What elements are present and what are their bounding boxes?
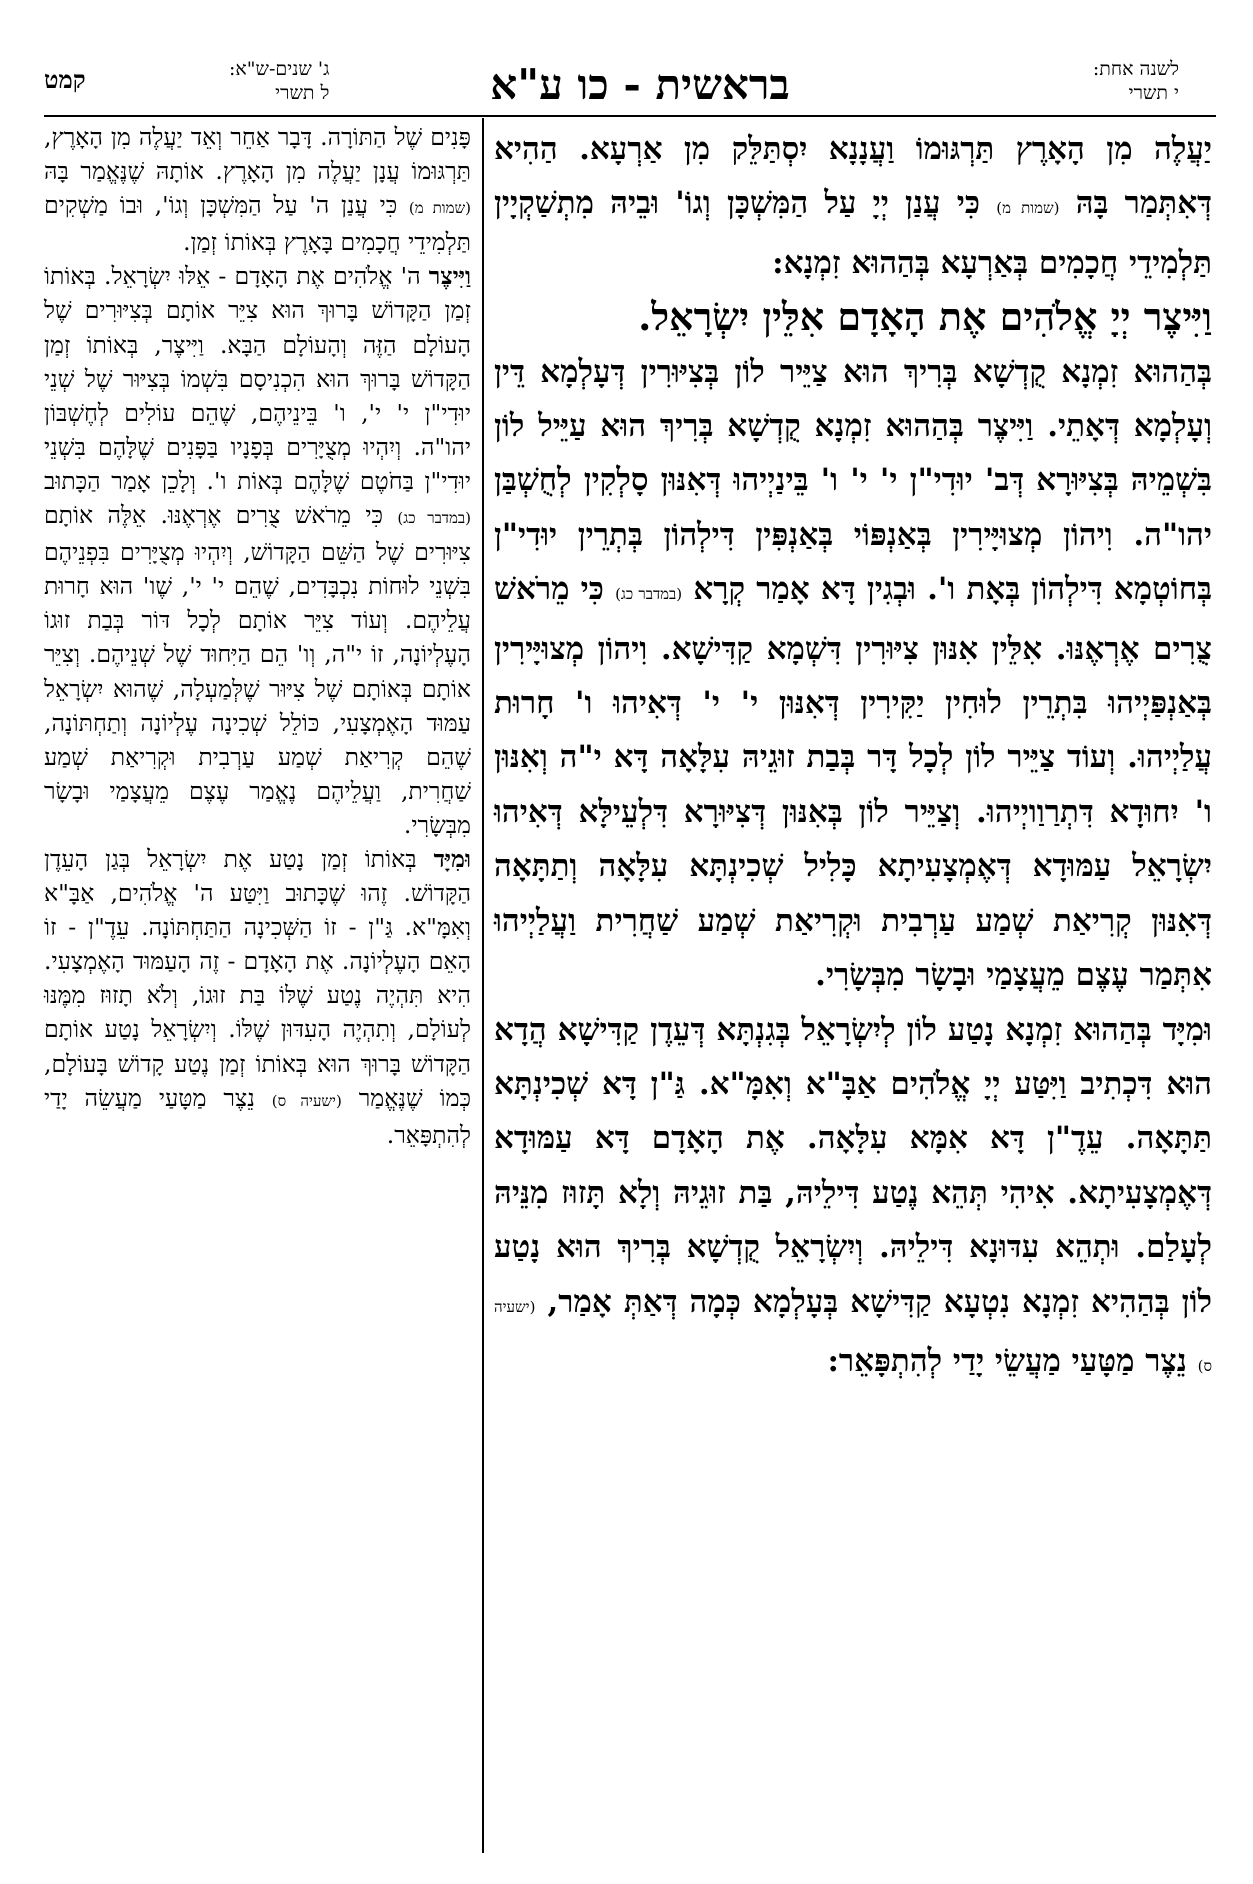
header-study-schedule-three-year xyxy=(229,57,329,105)
main-p4-citation: (ישעיה ס) xyxy=(494,1297,1212,1375)
side-paragraph-3 xyxy=(44,842,471,1152)
main-aramaic-column xyxy=(494,122,1212,1393)
main-p1-text-cont: כִּי עֲנַן יְיָ עַל הַמִּשְׁכָּן וְגוֹ' וּבֵיהּ מִתְשַׁקְיָין תַּלְמִידֵי חֲכָמִים בְּאַרְעָא בְּהַהוּא זִמְנָא: xyxy=(494,185,1212,281)
side-s2-heading-word: וַיִּיצֶר xyxy=(428,262,471,291)
side-s2-text: ה' אֱלֹהִים אֶת הָאָדָם - אֵלּוּ יִשְׂרָאֵל. בְּאוֹתוֹ זְמַן הַקָּדוֹשׁ בָּרוּךְ הוּא צִיֵּר אוֹתָם בְּצִיּוּרִים שֶׁל הָעוֹלָם הַזֶּה וְהָעוֹלָם הַבָּא. וַיִּיצֶר, בְּאוֹתוֹ זְמַן הַקָּדוֹשׁ בָּרוּךְ הוּא הִכְנִיסָם בִּשְׁמוֹ בְּצִיּוּר שֶׁל שְׁנֵי יוּדִי"ן י' י', ו' בֵּינֵיהֶם, שֶׁהֵם עוֹלִים לְחֶשְׁבּוֹן יהו"ה. וְיִהְיוּ מְצֻיָּרִים בְּפָנָיו בַּפָּנִים שֶׁלָּהֶם בִּשְׁנֵי יוּדִי"ן בַּחֹטֶם שֶׁלָּהֶם בְּאוֹת ו'. וְלָכֵן אָמַר הַכָּתוּב xyxy=(44,262,471,495)
side-s2-citation: (במדבר כג) xyxy=(397,509,471,528)
main-paragraph-3 xyxy=(494,345,1212,1003)
hebrew-translation-column xyxy=(44,120,471,1152)
side-s3-text: בְּאוֹתוֹ זְמַן נָטַע אֶת יִשְׂרָאֵל בְּגַן הָעֵדֶן הַקָּדוֹשׁ. זֶהוּ שֶׁכָּתוּב וַיִּטַּע ה' אֱלֹהִים, אַבָּ"א וְאִמָּ"א. גַּ"ן - זוֹ הַשְּׁכִינָה הַתַּחְתּוֹנָה. עֵדֶ"ן - זוֹ הָאֵם הָעֶלְיוֹנָה. אֶת הָאָדָם - זֶה הָעַמּוּד הָאֶמְצָעִי. הִיא תִּהְיֶה נֶטַע שֶׁלּוֹ בַּת זוּגוֹ, וְלֹא תָזוּז מִמֶּנּוּ לְעוֹלָם, וְתִהְיֶה הָעִדּוּן שֶׁלּוֹ. וְיִשְׂרָאֵל נָטַע אוֹתָם הַקָּדוֹשׁ בָּרוּךְ הוּא בְּאוֹתוֹ זְמַן נֶטַע קָדוֹשׁ בָּעוֹלָם, כְּמוֹ שֶׁנֶּאֱמַר xyxy=(44,844,471,1112)
main-p4-text-cont: נֵצֶר מַטָּעַי מַעֲשֵׂי יָדַי לְהִתְפָּאֵר: xyxy=(827,1342,1187,1379)
column-divider xyxy=(482,118,484,1853)
header-three-year-date: ל תשרי xyxy=(275,82,330,104)
main-p4-text: וּמִיָּד בְּהַהוּא זִמְנָא נָטַע לוֹן לְיִשְׂרָאֵל בְּגִנְתָּא דְּעֵדֶן קַדִּישָׁא הֲדָא הוּא דִּכְתִיב וַיִּטַּע יְיָ אֱלֹהִים אַבָּ"א וְאִמָּ"א. גַּ"ן דָּא שְׁכִינְתָּא תַּתָּאָה. עֵדֶ"ן דָּא אִמָּא עִלָּאָה. אֶת הָאָדָם דָּא עַמּוּדָא דְּאֶמְצָעִיתָא. אִיהִי תְּהֵא נֶטַע דִּילֵיהּ, בַּת זוּגֵיהּ וְלָא תָּזוּז מִנֵּיהּ לְעָלַם. וּתְהֵא עִדּוּנָא דִּילֵיהּ. וְיִשְׂרָאֵל קֻדְשָׁא בְּרִיךְ הוּא נָטַע לוֹן בְּהַהִיא זִמְנָא נִטְעָא קַדִּישָׁא בְּעָלְמָא כְּמָה דְּאַתְּ אָמַר, xyxy=(494,1011,1212,1320)
main-paragraph-1 xyxy=(494,122,1212,290)
main-p3-text: בְּהַהוּא זִמְנָא קֻדְשָׁא בְּרִיךְ הוּא צַיֵּיר לוֹן בְּצִיּוּרִין דְּעָלְמָא דֵּין וְעָלְמָא דְּאָתֵי. וַיִּיצֶר בְּהַהוּא זִמְנָא קֻדְשָׁא בְּרִיךְ הוּא עַיֵּיל לוֹן בִּשְׁמֵיהּ בְּצִיּוּרָא דְּב' יוּדִי"ן י' י' ו' בֵּינַיְיהוּ דְּאִנּוּן סָלְקִין לְחֻשְׁבַּן יהו"ה. וִיהוֹן מְצוּיָּירִין בְּאַנְפּוֹי בְּאַנְפִּין דִּילְהוֹן בְּתְרֵין יוּדִי"ן בְּחוֹטְמָא דִּילְהוֹן בְּאָת ו'. וּבְגִין דָּא אָמַר קְרָא xyxy=(494,353,1213,608)
page-header xyxy=(0,55,1253,117)
side-paragraph-2 xyxy=(44,259,471,842)
page-number: קמט xyxy=(44,65,86,94)
main-p1-text: יַעֲלֶה מִן הָאָרֶץ תַּרְגּוּמוֹ וַעֲנָנָא יִסְתַּלֵּק מִן אַרְעָא. הַהִיא דְּאִתְּמַר בָּהּ xyxy=(494,131,1213,222)
side-s3-citation: (ישעיה ס) xyxy=(271,1091,342,1110)
main-p1-citation: (שמות מ) xyxy=(996,199,1060,218)
header-study-schedule-one-year xyxy=(1093,57,1179,105)
header-three-year-label: ג' שנים-ש"א: xyxy=(229,58,330,80)
main-p2-text: וַיִּיצֶר יְיָ אֱלֹהִים אֶת הָאָדָם אִלֵּין יִשְׂרָאֵל. xyxy=(638,294,1212,340)
side-s1-citation: (שמות מ) xyxy=(408,199,471,218)
side-s2-text-cont: כִּי מֵרֹאשׁ צֻרִים אֶרְאֶנּוּ. אֵלֶּה אוֹתָם צִיּוּרִים שֶׁל הַשֵּׁם הַקָּדוֹשׁ, וְיִהְיוּ מְצֻיָּרִים בִּפְנֵיהֶם בִּשְׁנֵי לוּחוֹת נִכְבָּדִים, שֶׁהֵם י' י', שֶׁו' הוּא חָרוּת עֲלֵיהֶם. וְעוֹד צִיֵּר אוֹתָם לְכָל דּוֹר בְּבַת זוּגוֹ הָעֶלְיוֹנָה, זוֹ י"ה, וְו' הֵם הַיִּחוּד שֶׁל שְׁנֵיהֶם. וְצִיֵּר אוֹתָם בְּאוֹתָם שֶׁל צִיּוּר שֶׁלְּמַעְלָה, שֶׁהוּא יִשְׂרָאֵל עַמּוּד הָאֶמְצָעִי, כּוֹלֵל שְׁכִינָה עֶלְיוֹנָה וְתַחְתּוֹנָה, שֶׁהֵם קְרִיאַת שְׁמַע עַרְבִית וּקְרִיאַת שְׁמַע שַׁחֲרִית, וַעֲלֵיהֶם נֶאֱמַר עֶצֶם מֵעֲצָמַי וּבָשָׂר מִבְּשָׂרִי. xyxy=(44,501,471,839)
side-s1-text-cont: כִּי עֲנַן ה' עַל הַמִּשְׁכָּן וְגוֹ', וּבוֹ מַשְׁקִים תַּלְמִידֵי חֲכָמִים בָּאָרֶץ בְּאוֹתוֹ זְמַן. xyxy=(44,191,471,257)
side-s3-heading-word: וּמִיָּד xyxy=(433,844,471,873)
header-one-year-date: י תשרי xyxy=(1128,82,1179,104)
main-paragraph-2-verse xyxy=(494,290,1212,344)
main-p3-text-cont: כִּי מֵרֹאשׁ צֻרִים אֶרְאֶנּוּ. אִלֵּין אִנּוּן צִיּוּרִין דִּשְׁמָא קַדִּישָׁא. וִיהוֹן מְצוּיָּירִין בְּאַנְפַּיְיהוּ בִּתְרֵין לוּחִין יַקִּירִין דְּאִנּוּן י' י' דְּאִיהוּ ו' חָרוּת עֲלַיְיהוּ. וְעוֹד צַיֵּיר לוֹן לְכָל דָּר בְּבַת זוּגֵיהּ עִלָּאָה דָּא י"ה וְאִנּוּן ו' יִחוּדָא דִּתְרַוַויְיהוּ. וְצַיֵּיר לוֹן בְּאִנּוּן דְּצִיּוּרָא דִּלְעֵילָּא דְּאִיהוּ יִשְׂרָאֵל עַמּוּדָא דְּאֶמְצָעִיתָא כָּלִיל שְׁכִינְתָּא עִלָּאָה וְתַתָּאָה דְּאִנּוּן קְרִיאַת שְׁמַע עַרְבִית וּקְרִיאַת שְׁמַע שַׁחֲרִית וַעֲלַיְיהוּ אִתְּמַר עֶצֶם מֵעֲצָמַי וּבָשָׂר מִבְּשָׂרִי. xyxy=(494,571,1212,994)
side-s3-text-cont: נֵצֶר מַטָּעַי מַעֲשֵׂה יָדַי לְהִתְפָּאֵר. xyxy=(44,1083,471,1149)
main-p3-citation: (במדבר כג) xyxy=(615,585,683,604)
header-rule xyxy=(44,115,1216,117)
page-title: בראשית - כו ע"א xyxy=(490,60,790,109)
side-s1-text: פָּנִים שֶׁל הַתּוֹרָה. דָּבָר אַחֵר וְאֵד יַעֲלֶה מִן הָאָרֶץ, תַּרְגּוּמוֹ עֲנָן יַעֲלֶה מִן הָאָרֶץ. אוֹתָהּ שֶׁנֶּאֱמַר בָּהּ xyxy=(44,123,471,186)
header-one-year-label: לשנה אחת: xyxy=(1092,58,1179,80)
side-paragraph-1 xyxy=(44,120,471,259)
main-paragraph-4 xyxy=(494,1003,1212,1394)
